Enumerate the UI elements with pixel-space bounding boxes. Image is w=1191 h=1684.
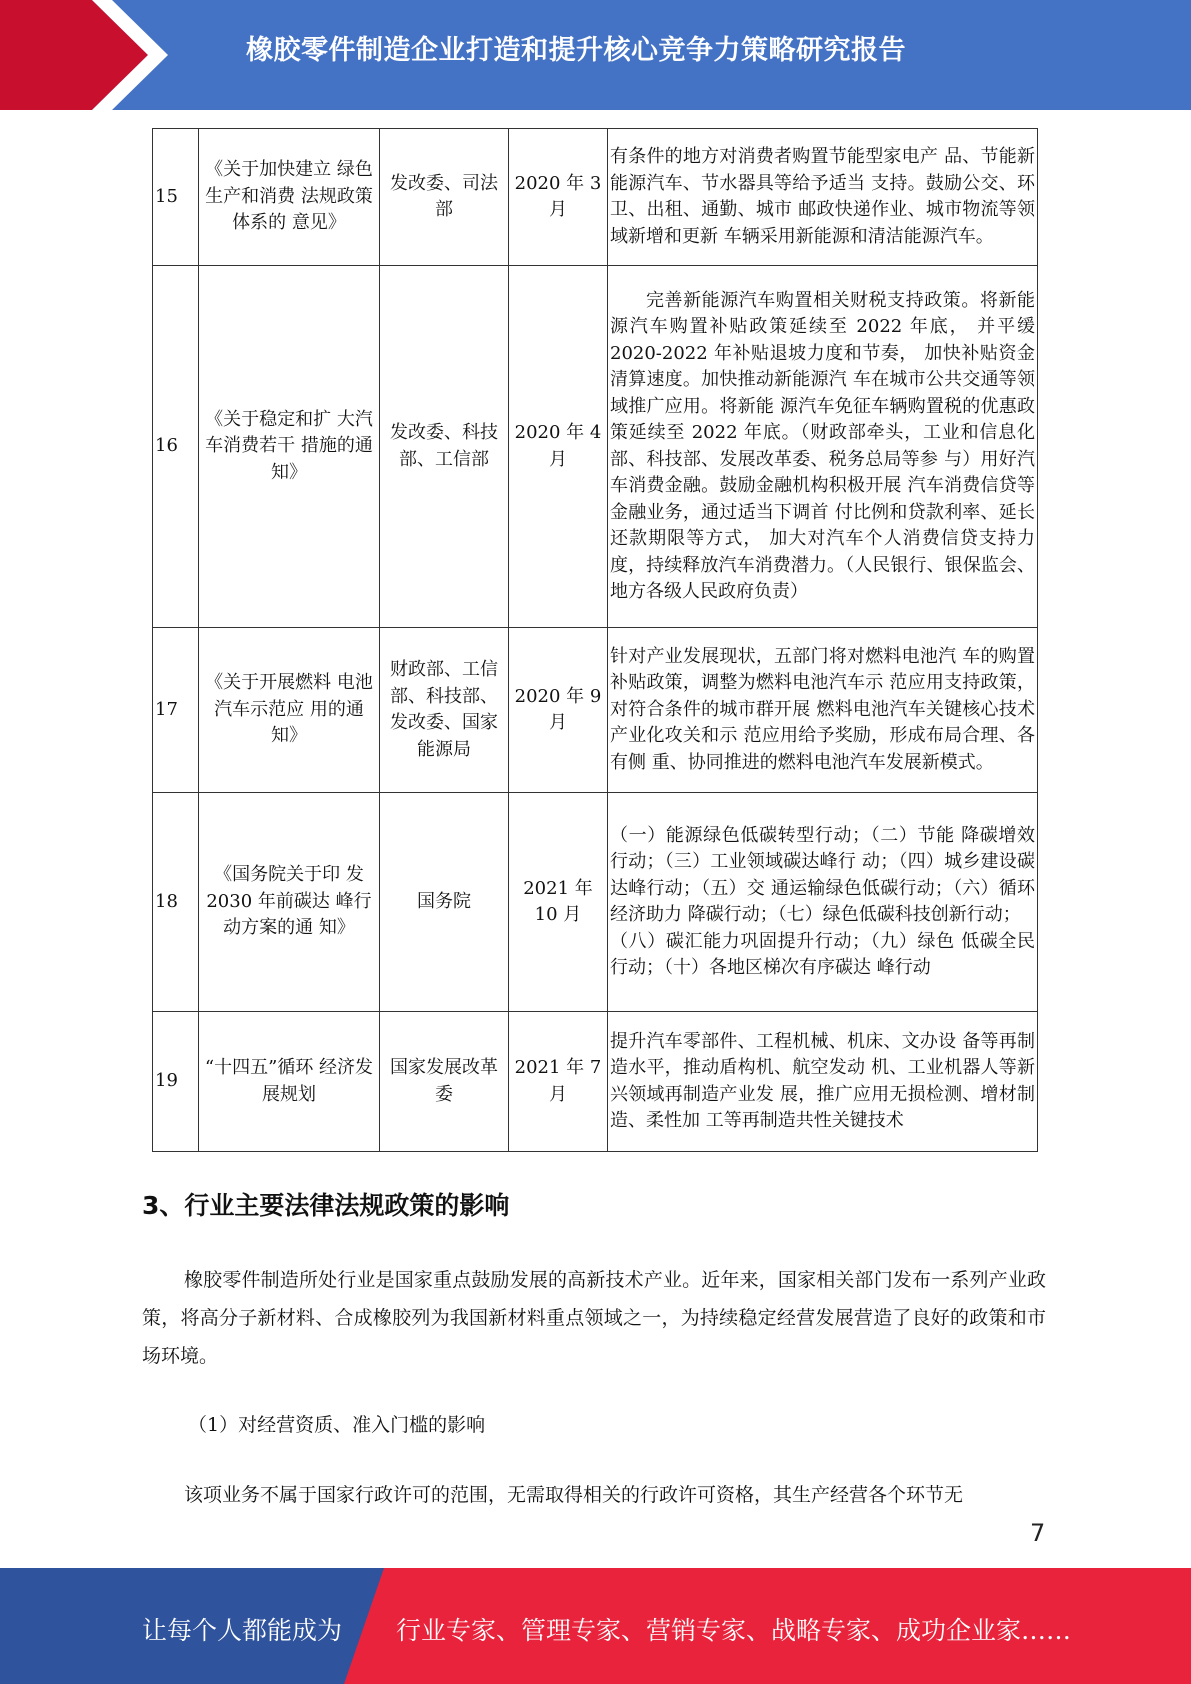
issue-date: 2021 年 10 月 [509,793,608,1012]
issuing-department: 发改委、科技部、工信部 [380,266,509,628]
policy-content: 完善新能源汽车购置相关财税支持政策。将新能源汽车购置补贴政策延续至 2022 年底， 并平缓 2020-2022 年补贴退坡力度和节奏， 加快补贴资金清算速度。加快推动新能源汽 车在城市公共交通等领域推广应用。将新能 源汽车免征车辆购置税的优惠政策延续至 2022 年底。（财政部牵头，工业和信息化部、科技部、发展改革委、税务总局等参 与）用好汽车消费金融。鼓励金融机构积极开展 汽车消费信贷等金融业务，通过适当下调首 付比例和贷款利率、延长还款期限等方式， 加大对汽车个人消费信贷支持力度，持续释放汽车消费潜力。（人民银行、银保监会、 地方各级人民政府负责） [608,266,1038,628]
row-number: 16 [153,266,199,628]
row-number: 19 [153,1012,199,1152]
page-header [0,0,1191,110]
policy-content: 针对产业发展现状，五部门将对燃料电池汽 车的购置补贴政策，调整为燃料电池汽车示 范应用支持政策，对符合条件的城市群开展 燃料电池汽车关键核心技术产业化攻关和示 范应用给予奖励，形成布局合理、各有侧 重、协同推进的燃料电池汽车发展新模式。 [608,628,1038,793]
policy-content: 提升汽车零部件、工程机械、机床、文办设 备等再制造水平，推动盾构机、航空发动 机、工业机器人等新兴领域再制造产业发 展，推广应用无损检测、增材制造、柔性加 工等再制造共性关键技术 [608,1012,1038,1152]
section-heading: 3、行业主要法律法规政策的影响 [142,1191,510,1220]
table-row [153,793,1038,1012]
body-paragraph: 该项业务不属于国家行政许可的范围，无需取得相关的行政许可资格，其生产经营各个环节无 [184,1484,964,1506]
issue-date: 2020 年 3 月 [509,129,608,266]
issuing-department: 国家发展改革委 [380,1012,509,1152]
policy-name: 《关于加快建立 绿色生产和消费 法规政策体系的 意见》 [199,129,380,266]
report-title: 橡胶零件制造企业打造和提升核心竞争力策略研究报告 [246,35,906,66]
policy-content-line: （一）能源绿色低碳转型行动；（二）节能 降碳增效行动；（三）工业领域碳达峰行 动；（四）城乡建设碳达峰行动；（五）交 通运输绿色低碳行动；（六）循环经济助力 降碳行动；（七）绿色低碳科技创新行动； [610,824,1035,925]
issuing-department: 发改委、司法部 [380,129,509,266]
policy-name: “十四五”循环 经济发展规划 [199,1012,380,1152]
policy-content-line: （八）碳汇能力巩固提升行动；（九）绿色 低碳全民行动；（十）各地区梯次有序碳达 峰行动 [610,930,1035,978]
table-row [153,129,1038,266]
body-paragraph: 橡胶零件制造所处行业是国家重点鼓励发展的高新技术产业。近年来，国家相关部门发布一系列产业政策，将高分子新材料、合成橡胶列为我国新材料重点领域之一，为持续稳定经营发展营造了良好的政策和市场环境。 [142,1269,1046,1367]
footer-slogan-right: 行业专家、管理专家、营销专家、战略专家、成功企业家…… [396,1616,1072,1645]
footer-slogan-left: 让每个人都能成为 [142,1616,343,1645]
policy-table [152,128,1038,1152]
table-row [153,266,1038,628]
subsection-heading: （1）对经营资质、准入门槛的影响 [188,1414,486,1436]
issuing-department: 国务院 [380,793,509,1012]
issue-date: 2021 年 7 月 [509,1012,608,1152]
page-number: 7 [1030,1519,1046,1547]
table-row [153,628,1038,793]
issue-date: 2020 年 9 月 [509,628,608,793]
issue-date: 2020 年 4 月 [509,266,608,628]
policy-content: 有条件的地方对消费者购置节能型家电产 品、节能新能源汽车、节水器具等给予适当 支持。鼓励公交、环卫、出租、通勤、城市 邮政快递作业、城市物流等领域新增和更新 车辆采用新能源和清洁能源汽车。 [608,129,1038,266]
table-row [153,1012,1038,1152]
page-footer [0,1568,1191,1684]
row-number: 17 [153,628,199,793]
row-number: 18 [153,793,199,1012]
policy-name: 《国务院关于印 发 2030 年前碳达 峰行动方案的通 知》 [199,793,380,1012]
policy-name: 《关于稳定和扩 大汽车消费若干 措施的通知》 [199,266,380,628]
policy-content [608,793,1038,1012]
row-number: 15 [153,129,199,266]
issuing-department: 财政部、工信部、科技部、发改委、国家能源局 [380,628,509,793]
policy-name: 《关于开展燃料 电池汽车示范应 用的通知》 [199,628,380,793]
